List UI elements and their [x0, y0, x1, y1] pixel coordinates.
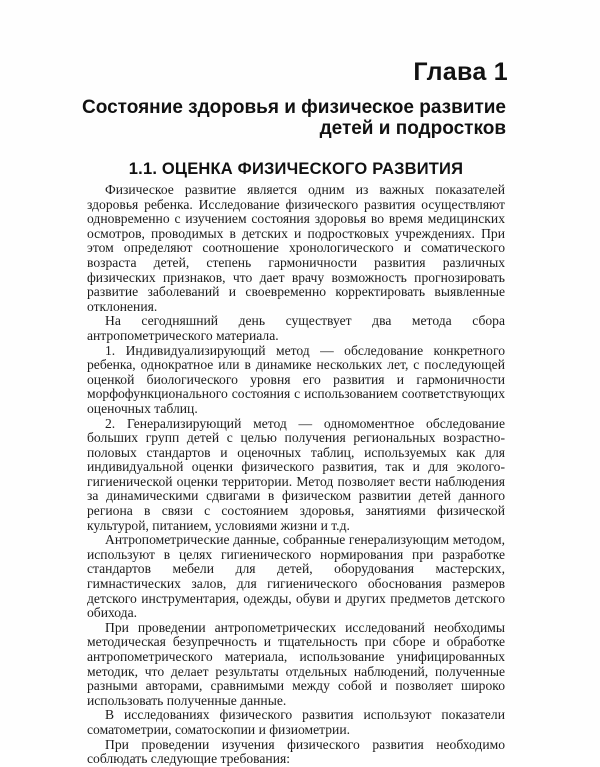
paragraph: При проведении изучения физического развития необходимо соблюдать следующие требования:: [87, 736, 505, 767]
body-text: [87, 183, 505, 767]
chapter-title-line-2: детей и подростков: [319, 118, 506, 139]
paragraph: При проведении антропометрических исследований необходимы методическая безупречность и тщательность при сборе и обработке антропометрического материала, использование унифицированных методик, что делает результаты отдельных наблюдений, полученные разными авторами, сравнимыми между собой и позволяет широко использовать полученные данные.: [87, 619, 505, 708]
chapter-title-line-1: Состояние здоровья и физическое развитие: [82, 97, 506, 118]
paragraph: Антропометрические данные, собранные генерализующим методом, используют в целях гигиенического нормирования при разработке стандартов мебели для детей, оборудования мастерских, гимнастических залов, для гигиенического обоснования размеров детского инструментария, одежды, обуви и других предметов детского обихода.: [87, 532, 505, 621]
paragraph: На сегодняшний день существует два метода сбора антропометрического материала.: [87, 313, 505, 343]
paragraph: 1. Индивидуализирующий метод — обследование конкретного ребенка, однократное или в динамике нескольких лет, с последующей оценкой биологического уровня его развития и гармоничности морфофункционального состояния с использованием соответствующих оценочных таблиц.: [87, 342, 505, 416]
paragraph: В исследованиях физического развития используют показатели соматометрии, соматоскопии и физиометрии.: [87, 707, 505, 737]
paragraph: 2. Генерализирующий метод — одномоментное обследование больших групп детей с целью получения региональных возрастно-половых стандартов и оценочных таблиц, используемых как для индивидуальной оценки физического развития, так и для эколого-гигиенической оценки территории. Метод позволяет вести наблюдения за динамическими сдвигами в физическом развитии детей данного региона в связи с состоянием здоровья, занятиями физической культурой, питанием, условиями жизни и т.д.: [87, 415, 505, 533]
paragraph: Физическое развитие является одним из важных показателей здоровья ребенка. Исследование физического развития осуществляют одновременно с изучением состояния здоровья во время медицинских осмотров, проводимых в детских и подростковых учреждениях. При этом определяют соотношение хронологического и соматического возраста детей, степень гармоничности развития различных физических признаков, что дает врачу возможность прогнозировать развитие заболеваний и своевременно корректировать выявленные отклонения.: [87, 182, 505, 314]
chapter-title: [66, 97, 506, 139]
chapter-label: Глава 1: [413, 58, 508, 86]
section-title: 1.1. ОЦЕНКА ФИЗИЧЕСКОГО РАЗВИТИЯ: [128, 160, 464, 178]
